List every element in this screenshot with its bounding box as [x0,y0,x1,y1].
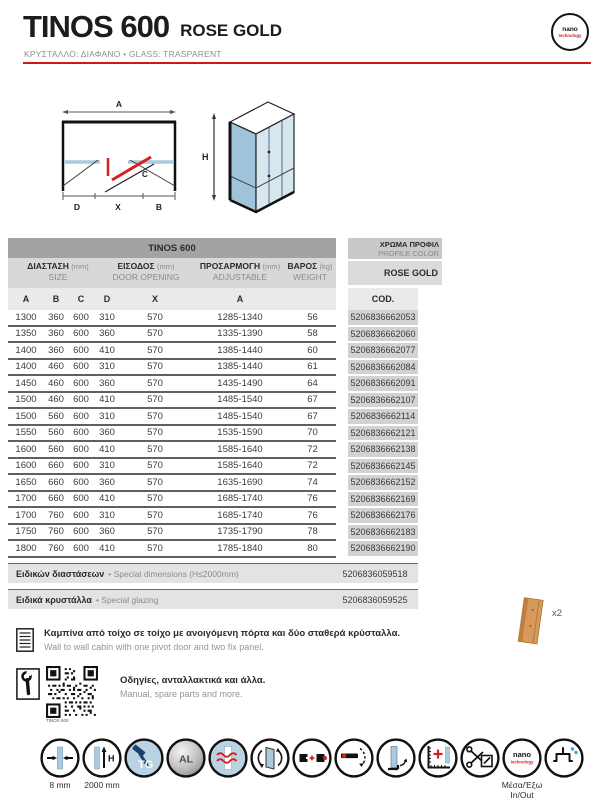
cell-c: 600 [73,476,89,488]
cell-adj: 1485-1540 [217,394,263,406]
table-row [8,327,336,344]
cod-header: COD. [348,288,418,310]
group-door-opening: ΕΙΣΟΔΟΣ (mm) DOOR OPENING [112,261,180,282]
cell-w: 67 [307,394,318,406]
feature-heat-resistant-glass [208,738,248,778]
qr-code [46,666,98,718]
cod-body [348,310,418,558]
cell-x: 570 [147,328,163,340]
cell-a: 1800 [15,542,37,554]
height-label: 2000 mm [84,780,120,790]
feature-magnetic-closing [292,738,332,778]
cell-x: 570 [147,394,163,406]
cell-x: 570 [147,460,163,472]
cell-w: 58 [307,328,318,340]
cell-d: 360 [99,526,115,538]
subheader-c: C [77,294,85,304]
cell-b: 560 [48,410,64,422]
feature-glass-thickness [40,738,80,790]
cell-x: 570 [147,443,163,455]
cell-b: 660 [48,460,64,472]
pivot-mechanism-icon [334,738,374,778]
cod-cell: 5206836662107 [348,393,418,410]
iso-diagram [200,88,310,220]
glass-subtitle: ΚΡΥΣΤΑΛΛΟ: ΔΙΑΦΑΝΟ • GLASS: TRASPARENT [24,49,222,59]
table-body [8,310,336,558]
profile-piece-image [514,594,550,650]
cell-d: 360 [99,328,115,340]
cell-x: 570 [147,410,163,422]
nano-logo-text: nano [562,25,578,33]
special-row-glazing: Ειδικά κρυστάλλα • Special glazing 5206836059525 [8,589,418,609]
cell-w: 56 [307,311,318,323]
cell-adj: 1635-1690 [217,476,263,488]
cell-a: 1750 [15,526,37,538]
table-row [8,360,336,377]
cell-a: 1650 [15,476,37,488]
cell-c: 600 [73,460,89,472]
cell-w: 67 [307,410,318,422]
cell-d: 310 [99,460,115,472]
cell-adj: 1335-1390 [217,328,263,340]
cell-c: 600 [73,361,89,373]
cell-b: 660 [48,476,64,488]
cod-cell: 5206836662145 [348,459,418,476]
glass-thickness-icon [40,738,80,778]
cell-c: 600 [73,509,89,521]
table-subheader [8,288,336,310]
cell-adj: 1685-1740 [217,493,263,505]
aluminium-icon [166,738,206,778]
cell-adj: 1585-1640 [217,443,263,455]
cabin-note: Καμπίνα από τοίχο σε τοίχο με ανοιγόμενη πόρτα και δύο σταθερά κρύσταλλα. Wall to wall cabin with one pivot door and two fix panel. [44,628,401,652]
table-row [8,393,336,410]
cod-cell: 5206836662060 [348,327,418,344]
cell-adj: 1585-1640 [217,460,263,472]
group-size: ΔΙΑΣΤΑΣΗ (mm) SIZE [27,261,89,282]
table-row [8,459,336,476]
cell-adj: 1785-1840 [217,542,263,554]
cell-a: 1450 [15,377,37,389]
table-row [8,508,336,525]
page-title: TINOS 600 [23,9,170,44]
feature-made-to-measure [460,738,500,778]
cell-b: 560 [48,427,64,439]
cell-c: 600 [73,526,89,538]
inout-label: Μέσα/Έξω In/Out [501,780,543,800]
height-icon [82,738,122,778]
table-row [8,525,336,542]
special-cod: 5206836059525 [342,594,408,605]
cell-b: 360 [48,344,64,356]
cell-c: 600 [73,493,89,505]
lift-mechanism-icon [376,738,416,778]
cell-adj: 1485-1540 [217,410,263,422]
svg-text:H: H [108,753,115,764]
cod-cell: 5206836662152 [348,475,418,492]
subheader-d: D [103,294,111,304]
cell-w: 74 [307,476,318,488]
cell-x: 570 [147,311,163,323]
plan-label-a: A [115,99,123,109]
nano-technology-icon [502,738,542,778]
feature-custom-dimensions [418,738,458,778]
cell-a: 1300 [15,311,37,323]
cell-c: 600 [73,443,89,455]
cell-c: 600 [73,394,89,406]
subheader-b: B [52,294,60,304]
cell-d: 360 [99,377,115,389]
finish-label: ROSE GOLD [180,21,283,40]
header [23,10,282,44]
table-title: TINOS 600 [148,242,196,254]
cell-x: 570 [147,542,163,554]
special-row-dimensions: Ειδικών διαστάσεων • Special dimensions (H≤2000mm) 5206836059518 [8,563,418,583]
table-row [8,376,336,393]
cod-cell: 5206836662190 [348,541,418,558]
cell-w: 76 [307,509,318,521]
cell-x: 570 [147,526,163,538]
cell-d: 310 [99,361,115,373]
cell-a: 1500 [15,394,37,406]
table-row [8,343,336,360]
wrench-icon [16,668,40,700]
svg-text:nano: nano [513,750,531,759]
profile-color-value: ROSE GOLD [348,261,442,285]
cell-c: 600 [73,311,89,323]
table-row [8,442,336,459]
quantity-label: x2 [552,608,563,619]
cell-w: 70 [307,427,318,439]
cell-c: 600 [73,344,89,356]
magnetic-closing-icon [292,738,332,778]
profile-color-header: ΧΡΩΜΑ ΠΡΟΦΙΛ PROFILE COLOR [348,238,442,259]
cell-d: 310 [99,509,115,521]
manual-note: Οδηγίες, ανταλλακτικά και άλλα. Manual, spare parts and more. [120,675,266,699]
tempered-glass-icon [124,738,164,778]
cell-w: 60 [307,344,318,356]
cell-w: 72 [307,460,318,472]
plan-diagram [48,96,198,218]
feature-pivot-mechanism [334,738,374,778]
cell-adj: 1385-1440 [217,344,263,356]
cell-d: 410 [99,542,115,554]
cell-w: 80 [307,542,318,554]
plan-label-x: X [115,202,121,212]
cell-d: 410 [99,443,115,455]
cell-a: 1400 [15,344,37,356]
cell-x: 570 [147,377,163,389]
cell-x: 570 [147,361,163,373]
cell-d: 310 [99,311,115,323]
custom-dimensions-icon [418,738,458,778]
feature-height [82,738,122,790]
cell-b: 660 [48,493,64,505]
cell-b: 760 [48,526,64,538]
cell-d: 360 [99,476,115,488]
cell-w: 78 [307,526,318,538]
cell-d: 410 [99,344,115,356]
subheader-x: X [151,294,158,304]
shower-fitting-icon [544,738,584,778]
feature-nano-technology [501,738,543,800]
cod-cell: 5206836662077 [348,343,418,360]
cell-a: 1550 [15,427,37,439]
feature-aluminium [166,738,206,778]
plan-label-c: C [142,170,148,179]
table-row [8,541,336,558]
feature-lift-mechanism [376,738,416,778]
cod-cell: 5206836662114 [348,409,418,426]
cell-adj: 1535-1590 [217,427,263,439]
cod-cell: 5206836662176 [348,508,418,525]
in-out-opening-icon [250,738,290,778]
spec-table [8,238,442,613]
cod-cell: 5206836662138 [348,442,418,459]
table-row [8,475,336,492]
subheader-adjustable: A [236,294,244,304]
cell-adj: 1385-1440 [217,361,263,373]
glass-thickness-label: 8 mm [49,780,71,790]
cod-cell: 5206836662183 [348,525,418,542]
cell-b: 460 [48,377,64,389]
cell-adj: 1685-1740 [217,509,263,521]
cell-w: 64 [307,377,318,389]
cod-cell: 5206836662169 [348,492,418,509]
cell-b: 760 [48,509,64,521]
cell-b: 560 [48,443,64,455]
cell-a: 1600 [15,460,37,472]
cod-cell: 5206836662053 [348,310,418,327]
cell-adj: 1285-1340 [217,311,263,323]
subheader-a: A [22,294,30,304]
cell-x: 570 [147,493,163,505]
cell-a: 1400 [15,361,37,373]
cod-cell: 5206836662121 [348,426,418,443]
group-weight: ΒΑΡΟΣ (kg) WEIGHT [287,261,333,282]
svg-text:AL: AL [179,753,193,766]
cell-d: 410 [99,394,115,406]
cell-x: 570 [147,344,163,356]
feature-shower-fitting [544,738,584,778]
cell-c: 600 [73,410,89,422]
cell-a: 1350 [15,328,37,340]
cell-b: 760 [48,542,64,554]
table-row [8,492,336,509]
table-row [8,310,336,327]
cell-c: 600 [73,377,89,389]
cell-x: 570 [147,509,163,521]
cell-d: 360 [99,427,115,439]
special-cod: 5206836059518 [342,568,408,579]
svg-text:TG: TG [138,759,154,771]
cell-a: 1500 [15,410,37,422]
cell-x: 570 [147,476,163,488]
cell-adj: 1435-1490 [217,377,263,389]
cell-c: 600 [73,542,89,554]
cell-b: 360 [48,311,64,323]
heat-resistant-icon [208,738,248,778]
feature-icons-row [40,738,584,800]
cell-w: 72 [307,443,318,455]
cell-d: 310 [99,410,115,422]
cell-adj: 1735-1790 [217,526,263,538]
iso-label-h: H [202,152,209,162]
cell-w: 61 [307,361,318,373]
svg-text:technology: technology [510,759,534,765]
cell-a: 1600 [15,443,37,455]
feature-in-out-opening [250,738,290,778]
cod-cell: 5206836662084 [348,360,418,377]
cell-x: 570 [147,427,163,439]
header-divider [23,62,591,64]
nano-logo-subtext: technology [558,32,582,38]
table-row [8,409,336,426]
group-adjustable: ΠΡΟΣΑΡΜΟΓΗ (mm) ADJUSTABLE [199,261,281,282]
table-title-band [8,238,336,258]
feature-tempered-glass [124,738,164,778]
cell-a: 1700 [15,509,37,521]
made-to-measure-icon [460,738,500,778]
cell-d: 410 [99,493,115,505]
plan-label-d: D [73,202,81,212]
table-group-header [8,258,336,288]
cell-a: 1700 [15,493,37,505]
nano-technology-logo [551,13,589,51]
cell-c: 600 [73,427,89,439]
cell-w: 76 [307,493,318,505]
cod-cell: 5206836662091 [348,376,418,393]
spec-sheet-icon [16,628,34,652]
plan-label-b: B [155,202,163,212]
qr-caption: TINOS 600 [46,718,69,723]
table-row [8,426,336,443]
cell-b: 360 [48,328,64,340]
cell-b: 460 [48,394,64,406]
cell-c: 600 [73,328,89,340]
cell-b: 460 [48,361,64,373]
